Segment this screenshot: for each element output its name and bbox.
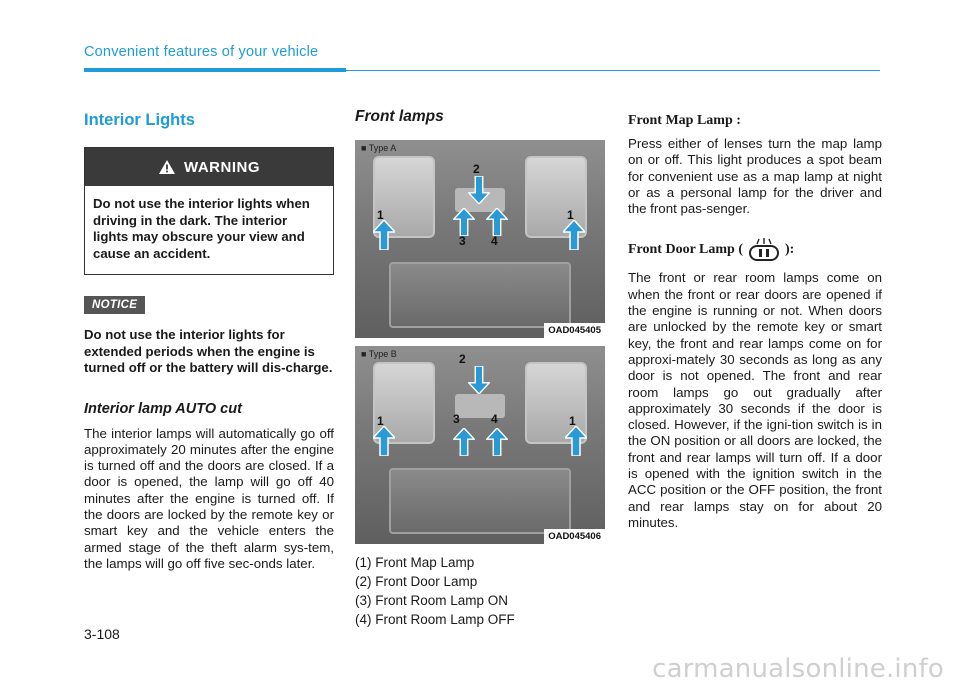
photo-code: OAD045405 [544,323,605,338]
legend-item: (3) Front Room Lamp ON [355,593,509,608]
callout-1-right: 1 [567,208,574,222]
notice-text: Do not use the interior lights for extended periods when the engine is turned off or the battery will dis-charge. [84,327,333,375]
front-lamp-photo-type-b [355,346,605,544]
callout-3: 3 [459,234,466,248]
type-label: ■ Type A [361,143,396,153]
notice-badge: NOTICE [84,296,145,314]
section-title: Convenient features of your vehicle [84,44,319,60]
door-lamp-text: The front or rear room lamps come on when the front or rear doors are opened if the engine is running or not. When doors are unlocked by the remote key or smart key, the front and rear lamps come on for approxi-mately 30 seconds as long as any door is not opened. The front and rear room lamps go out gradually after approximately 30 seconds if the door is closed. However, if the igni-tion switch is in the ON position or all doors are locked, the front and rear lamps will turn off. If a door is opened with the ignition switch in the ACC position or the OFF position, the front and rear lamps stay on for about 20 minutes. [628,270,882,530]
page-number: 3-108 [84,626,120,642]
callout-3: 3 [453,412,460,426]
legend-item: (4) Front Room Lamp OFF [355,612,515,627]
column-middle [355,108,605,630]
legend-item: (2) Front Door Lamp [355,574,478,589]
legend-item: (1) Front Map Lamp [355,555,475,570]
warning-label: WARNING [184,158,260,176]
photo-code: OAD045406 [544,529,605,544]
lower-panel [389,468,571,534]
callout-1-left: 1 [377,414,384,428]
lamp-legend [355,554,605,628]
arrow-up-icon [565,426,587,456]
auto-cut-heading: Interior lamp AUTO cut [84,400,242,417]
arrow-up-icon [373,220,395,250]
map-lamp-heading: Front Map Lamp : [628,113,741,128]
warning-box [84,147,334,275]
callout-2: 2 [459,352,466,366]
door-lamp-heading-pre: Front Door Lamp ( [628,242,743,258]
column-right [628,108,882,531]
auto-cut-text: The interior lamps will automatically go off approximately 20 minutes after the engine is turned off and the doors are closed. If a door is opened, the lamp will go off 40 minutes after the engine is turned off. If the doors are locked by the remote key or smart key and the vehicle enters the armed stage of the theft alarm sys-tem, the lamps will go off five sec-onds later. [84,425,334,571]
arrow-down-icon [468,176,490,204]
watermark: carmanualsonline.info [652,654,944,684]
warning-header [85,148,333,186]
arrow-up-icon [486,428,508,456]
callout-4: 4 [491,234,498,248]
type-label: ■ Type B [361,349,397,359]
lower-panel [389,262,571,328]
door-lamp-heading-post: ): [784,242,795,258]
column-left [84,108,334,572]
callout-1-left: 1 [377,208,384,222]
map-lamp-text: Press either of lenses turn the map lamp on or off. This light produces a spot beam for convenient use as a map lamp at night or as a personal lamp for the driver and the front pas-senger. [628,136,882,217]
arrow-down-icon [468,366,490,394]
warning-text: Do not use the interior lights when driving in the dark. The interior lights may obscure your view and cause an accident. [93,196,310,261]
section-rule-thin [346,70,880,71]
front-lamp-photo-type-a [355,140,605,338]
callout-2: 2 [473,162,480,176]
arrow-up-icon [453,208,475,236]
door-lamp-icon [747,237,781,263]
arrow-up-icon [453,428,475,456]
arrow-up-icon [373,426,395,456]
callout-4: 4 [491,412,498,426]
interior-lights-heading: Interior Lights [84,111,195,129]
callout-1-right: 1 [569,414,576,428]
arrow-up-icon [563,220,585,250]
arrow-up-icon [486,208,508,236]
warning-triangle-icon [158,159,176,175]
front-lamps-heading: Front lamps [355,108,444,125]
section-rule-thick [84,68,346,72]
door-lamp-heading [628,237,882,263]
